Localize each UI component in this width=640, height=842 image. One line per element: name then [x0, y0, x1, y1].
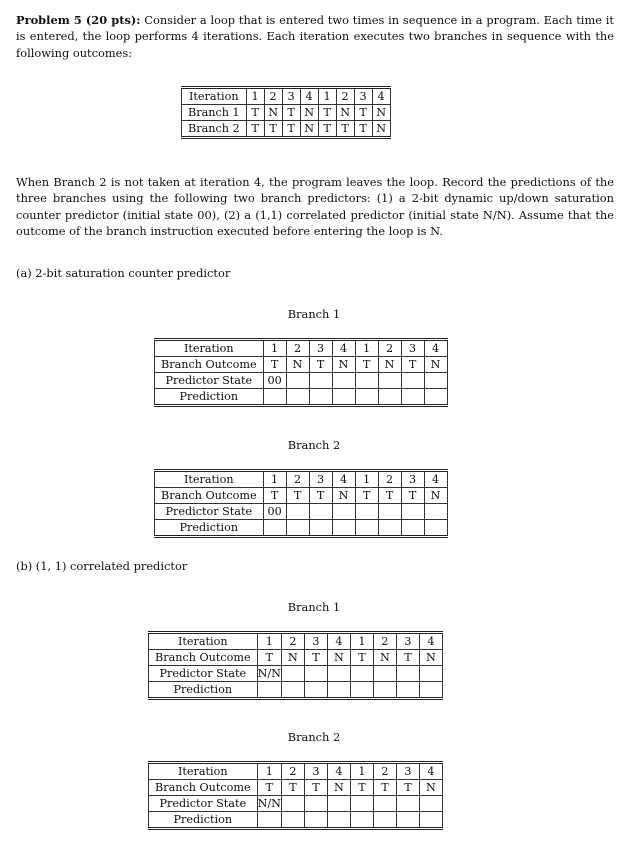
predictor-state-entry-cell[interactable] — [281, 666, 304, 682]
iteration-cell: 2 — [373, 763, 396, 780]
part-a-branch2-table[interactable] — [154, 469, 448, 538]
prediction-entry-cell[interactable] — [424, 389, 447, 406]
iteration-cell: 1 — [350, 633, 373, 650]
outcome-table-cell: T — [246, 121, 264, 138]
outcome-table-row-branch1 — [182, 105, 391, 121]
instructions: When Branch 2 is not taken at iteration 4, the program leaves the loop. Record the predictions of the three branches using the following two branch predictors: (1) a 2-bit dynamic up/down saturation counter predictor (initial state 00), (2) a (1,1) correlated predictor (initial state N/N). Assume that the outcome of the branch instruction executed before entering the loop is N. — [16, 175, 614, 239]
part-b-label: (b) (1, 1) correlated predictor — [16, 559, 188, 573]
branch-outcome-cell: T — [396, 780, 419, 796]
row-label-prediction: Prediction — [155, 520, 264, 537]
outcome-table-cell: 4 — [372, 88, 390, 105]
iteration-cell: 2 — [286, 471, 309, 488]
iteration-cell: 1 — [257, 633, 281, 650]
row-label-branch-outcome: Branch Outcome — [155, 357, 264, 373]
prediction-entry-cell[interactable] — [309, 520, 332, 537]
predictor-state-cell: N/N — [257, 797, 281, 810]
iteration-cell: 3 — [309, 340, 332, 357]
branch-outcome-cell: N — [281, 650, 304, 666]
outcome-table-cell: 4 — [300, 88, 318, 105]
predictor-state-entry-cell[interactable] — [355, 504, 378, 520]
iteration-cell: 4 — [424, 471, 447, 488]
iteration-cell: 4 — [332, 340, 355, 357]
row-label-iteration: Iteration — [149, 763, 258, 780]
prediction-entry-cell[interactable] — [304, 682, 327, 699]
prediction-entry-cell[interactable] — [419, 812, 442, 829]
part-a-branch1-table[interactable] — [154, 338, 448, 407]
part-b-branch1-title: Branch 1 — [287, 600, 341, 614]
row-label-prediction: Prediction — [155, 389, 264, 406]
predictor-state-entry-cell[interactable] — [419, 796, 442, 812]
row-prediction — [155, 389, 448, 406]
part-a-branch1-title: Branch 1 — [287, 307, 341, 321]
branch-outcome-cell: T — [396, 650, 419, 666]
branch-outcome-cell: T — [355, 488, 378, 504]
row-prediction — [155, 520, 448, 537]
row-iteration — [155, 340, 448, 357]
outcome-table-cell: T — [318, 121, 336, 138]
iteration-cell: 1 — [355, 471, 378, 488]
outcome-table-cell: T — [282, 121, 300, 138]
part-a-label: (a) 2-bit saturation counter predictor — [16, 266, 231, 280]
predictor-state-entry-cell[interactable] — [350, 796, 373, 812]
predictor-state-entry-cell[interactable] — [396, 666, 419, 682]
predictor-state-entry-cell[interactable] — [396, 796, 419, 812]
prediction-entry-cell[interactable] — [257, 812, 281, 829]
row-branch-outcome — [149, 780, 443, 796]
iteration-cell: 2 — [281, 763, 304, 780]
part-b-branch2-title: Branch 2 — [287, 730, 341, 744]
prediction-entry-cell[interactable] — [401, 389, 424, 406]
part-a-branch2-title: Branch 2 — [287, 438, 341, 452]
iteration-cell: 4 — [327, 633, 350, 650]
prediction-entry-cell[interactable] — [355, 389, 378, 406]
outcome-table-cell: N — [264, 105, 282, 121]
branch-outcome-cell: T — [304, 650, 327, 666]
outcome-table-cell: T — [354, 105, 372, 121]
outcome-table-row-label: Branch 2 — [182, 121, 247, 138]
iteration-cell: 2 — [378, 340, 401, 357]
predictor-state-entry-cell[interactable] — [309, 504, 332, 520]
prediction-entry-cell[interactable] — [355, 520, 378, 537]
problem-statement — [16, 12, 614, 61]
iteration-cell: 4 — [419, 763, 442, 780]
iteration-cell: 3 — [401, 471, 424, 488]
prediction-entry-cell[interactable] — [424, 520, 447, 537]
branch-outcome-cell: T — [401, 488, 424, 504]
outcome-table-cell: 1 — [318, 88, 336, 105]
predictor-state-entry-cell[interactable] — [304, 666, 327, 682]
predictor-state-entry-cell[interactable] — [373, 666, 396, 682]
iteration-cell: 1 — [355, 340, 378, 357]
row-label-predictor-state: Predictor State — [149, 666, 258, 682]
branch-outcome-cell: T — [286, 488, 309, 504]
iteration-cell: 1 — [263, 340, 286, 357]
outcome-table-cell: 2 — [264, 88, 282, 105]
row-predictor-state — [155, 504, 448, 520]
problem-heading: Problem 5 (20 pts): — [16, 13, 141, 27]
branch-outcome-cell: T — [309, 357, 332, 373]
prediction-entry-cell[interactable] — [309, 389, 332, 406]
iteration-cell: 4 — [332, 471, 355, 488]
predictor-state-entry-cell[interactable] — [327, 666, 350, 682]
predictor-state-entry-cell[interactable] — [327, 796, 350, 812]
branch-outcome-cell: T — [378, 488, 401, 504]
prediction-entry-cell[interactable] — [286, 520, 309, 537]
iteration-cell: 4 — [424, 340, 447, 357]
branch-outcome-cell: T — [350, 650, 373, 666]
prediction-entry-cell[interactable] — [281, 682, 304, 699]
branch-outcome-cell: T — [263, 357, 286, 373]
branch-outcome-cell: T — [401, 357, 424, 373]
outcome-table-row-label: Branch 1 — [182, 105, 247, 121]
outcome-table-cell: T — [336, 121, 354, 138]
outcome-table-cell: 1 — [246, 88, 264, 105]
row-iteration — [149, 633, 443, 650]
row-predictor-state — [149, 666, 443, 682]
iteration-cell: 2 — [286, 340, 309, 357]
problem-intro: Consider a loop that is entered two times in sequence in a program. Each time it is entered, the loop performs 4 iterations. Each iteration executes two branches in sequence with the following outcomes: — [16, 13, 614, 60]
row-label-prediction: Prediction — [149, 682, 258, 699]
predictor-state-entry-cell[interactable] — [286, 504, 309, 520]
outcome-table-cell: T — [354, 121, 372, 138]
iteration-cell: 2 — [378, 471, 401, 488]
predictor-state-entry-cell[interactable] — [355, 373, 378, 389]
branch-outcome-cell: N — [286, 357, 309, 373]
predictor-state-entry-cell[interactable] — [419, 666, 442, 682]
prediction-entry-cell[interactable] — [332, 389, 355, 406]
branch-outcome-cell: N — [373, 650, 396, 666]
branch-outcome-cell: N — [419, 650, 442, 666]
predictor-state-cell: N/N — [257, 667, 281, 680]
predictor-state-entry-cell[interactable] — [424, 504, 447, 520]
iteration-cell: 3 — [309, 471, 332, 488]
outcome-table-cell: T — [318, 105, 336, 121]
prediction-entry-cell[interactable] — [396, 682, 419, 699]
outcome-table — [181, 86, 391, 139]
predictor-state-entry-cell[interactable] — [378, 504, 401, 520]
prediction-entry-cell[interactable] — [373, 682, 396, 699]
outcome-table-cell: 3 — [354, 88, 372, 105]
part-b-branch2-table[interactable] — [148, 761, 443, 830]
prediction-entry-cell[interactable] — [350, 682, 373, 699]
row-label-branch-outcome: Branch Outcome — [155, 488, 264, 504]
predictor-state-entry-cell[interactable] — [304, 796, 327, 812]
row-label-predictor-state: Predictor State — [155, 373, 264, 389]
outcome-table-row-branch2 — [182, 121, 391, 138]
outcome-table-cell: T — [246, 105, 264, 121]
row-prediction — [149, 682, 443, 699]
row-label-prediction: Prediction — [149, 812, 258, 829]
row-label-branch-outcome: Branch Outcome — [149, 650, 258, 666]
iteration-cell: 1 — [350, 763, 373, 780]
iteration-cell: 3 — [304, 633, 327, 650]
branch-outcome-cell: T — [263, 488, 286, 504]
branch-outcome-cell: T — [350, 780, 373, 796]
prediction-entry-cell[interactable] — [378, 520, 401, 537]
branch-outcome-cell: N — [424, 488, 447, 504]
iteration-cell: 3 — [396, 633, 419, 650]
prediction-entry-cell[interactable] — [286, 389, 309, 406]
row-label-iteration: Iteration — [149, 633, 258, 650]
outcome-table-cell: N — [300, 105, 318, 121]
branch-outcome-cell: T — [257, 780, 281, 796]
prediction-entry-cell[interactable] — [396, 812, 419, 829]
prediction-entry-cell[interactable] — [378, 389, 401, 406]
branch-outcome-cell: N — [378, 357, 401, 373]
outcome-table-cell: N — [372, 121, 390, 138]
row-label-predictor-state: Predictor State — [155, 504, 264, 520]
predictor-state-entry-cell[interactable] — [332, 373, 355, 389]
iteration-cell: 1 — [257, 763, 281, 780]
row-predictor-state — [155, 373, 448, 389]
outcome-table-cell: N — [336, 105, 354, 121]
branch-outcome-cell: T — [304, 780, 327, 796]
prediction-entry-cell[interactable] — [327, 812, 350, 829]
row-label-iteration: Iteration — [155, 340, 264, 357]
predictor-state-entry-cell[interactable] — [424, 373, 447, 389]
branch-outcome-cell: T — [373, 780, 396, 796]
branch-outcome-cell: T — [355, 357, 378, 373]
branch-outcome-cell: T — [281, 780, 304, 796]
iteration-cell: 3 — [396, 763, 419, 780]
predictor-state-cell: 00 — [263, 504, 286, 520]
iteration-cell: 3 — [401, 340, 424, 357]
prediction-entry-cell[interactable] — [263, 520, 286, 537]
predictor-state-entry-cell[interactable] — [286, 373, 309, 389]
row-prediction — [149, 812, 443, 829]
outcome-table-cell: 3 — [282, 88, 300, 105]
predictor-state-cell: 00 — [263, 373, 286, 389]
predictor-state-entry-cell[interactable] — [350, 666, 373, 682]
predictor-state-entry-cell[interactable] — [332, 504, 355, 520]
row-branch-outcome — [155, 357, 448, 373]
iteration-cell: 3 — [304, 763, 327, 780]
prediction-entry-cell[interactable] — [373, 812, 396, 829]
iteration-cell: 1 — [263, 471, 286, 488]
branch-outcome-cell: T — [257, 650, 281, 666]
prediction-entry-cell[interactable] — [257, 682, 281, 699]
prediction-entry-cell[interactable] — [304, 812, 327, 829]
row-iteration — [149, 763, 443, 780]
prediction-entry-cell[interactable] — [401, 520, 424, 537]
predictor-state-entry-cell[interactable] — [401, 504, 424, 520]
row-label-branch-outcome: Branch Outcome — [149, 780, 258, 796]
outcome-table-cell: T — [264, 121, 282, 138]
outcome-table-cell: N — [372, 105, 390, 121]
iteration-cell: 4 — [419, 633, 442, 650]
prediction-entry-cell[interactable] — [332, 520, 355, 537]
predictor-state-entry-cell[interactable] — [281, 796, 304, 812]
iteration-cell: 2 — [281, 633, 304, 650]
outcome-table-header: Iteration — [182, 88, 247, 105]
prediction-entry-cell[interactable] — [327, 682, 350, 699]
branch-outcome-cell: N — [332, 488, 355, 504]
row-label-iteration: Iteration — [155, 471, 264, 488]
outcome-table-row-iteration — [182, 88, 391, 105]
branch-outcome-cell: N — [327, 780, 350, 796]
branch-outcome-cell: N — [424, 357, 447, 373]
predictor-state-entry-cell[interactable] — [378, 373, 401, 389]
row-iteration — [155, 471, 448, 488]
outcome-table-cell: T — [282, 105, 300, 121]
prediction-entry-cell[interactable] — [350, 812, 373, 829]
row-label-predictor-state: Predictor State — [149, 796, 258, 812]
outcome-table-cell: 2 — [336, 88, 354, 105]
prediction-entry-cell[interactable] — [281, 812, 304, 829]
prediction-entry-cell[interactable] — [263, 389, 286, 406]
part-b-branch1-table[interactable] — [148, 631, 443, 700]
branch-outcome-cell: N — [327, 650, 350, 666]
row-branch-outcome — [155, 488, 448, 504]
predictor-state-entry-cell[interactable] — [373, 796, 396, 812]
branch-outcome-cell: N — [332, 357, 355, 373]
prediction-entry-cell[interactable] — [419, 682, 442, 699]
predictor-state-entry-cell[interactable] — [401, 373, 424, 389]
iteration-cell: 2 — [373, 633, 396, 650]
outcome-table-cell: N — [300, 121, 318, 138]
branch-outcome-cell: T — [309, 488, 332, 504]
predictor-state-entry-cell[interactable] — [309, 373, 332, 389]
branch-outcome-cell: N — [419, 780, 442, 796]
iteration-cell: 4 — [327, 763, 350, 780]
row-predictor-state — [149, 796, 443, 812]
row-branch-outcome — [149, 650, 443, 666]
